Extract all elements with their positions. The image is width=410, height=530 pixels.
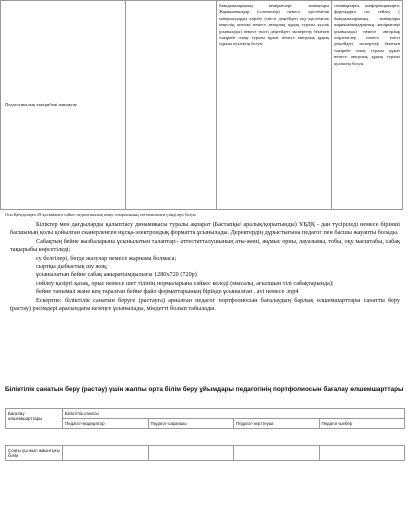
cell-text: семинарларға, конференцияларға, форумдарға сөз сөйлеу ( баяндамаларының, жинақтары жарияланымдарының кешірмелері ұсынылады) немесе авторлық әзірлемелер немесе тиісті деңгейдегі эксперттер бекіткен тәжірибе сипау туралы құжат немесе авторлық құқық туралы куәліктің болуы — [334, 3, 400, 66]
header-corner-cell — [6, 409, 63, 429]
note-paragraph: Ескертпе: біліктілік санатын беруге (растауға) арналған педагог портфолиосын бағалаудың барлық өлшемшарттары санатты беру (растау) рәсімдері арасындағы кезеңге ұсынылады, міндетті болып табылады. — [10, 296, 400, 313]
row-label-cell — [6, 446, 63, 461]
section-heading: Біліктілік санатын беру (растау) үшін жалпы орта білім беру ұйымдары педагогінің портфолиосын бағалау өлшемшарттары — [5, 386, 404, 393]
paragraph: су белгілері, бөгде жазулар немесе жарнама болмаса; — [36, 254, 177, 262]
group-header: Біліктілік санаты — [65, 411, 99, 416]
column-header: Педагог-шебер — [319, 419, 405, 429]
paragraph: сыртқы дыбыстық шу жоқ; — [36, 263, 108, 271]
table-cell — [63, 446, 149, 461]
criteria-table-top — [0, 0, 403, 210]
row-label-cell — [1, 1, 126, 210]
paragraph: сөйлеу қазіргі қазақ, орыс немесе шет тілінің нормаларына сәйкес келеді (мысалы, ағылшын тілі сабақтарында); — [36, 279, 334, 287]
paragraph: ұсынылатын бейне сабақ ажыратымдылығы 1280x720 (720p) — [36, 271, 197, 279]
table-cell — [234, 446, 320, 461]
header-corner: Бағалау өлшемшарттары — [8, 411, 43, 421]
table-cell — [148, 446, 234, 461]
expert-cell — [332, 1, 403, 210]
spacer-row — [6, 429, 405, 446]
column-header: Педагог-модератор — [63, 419, 149, 429]
row-label: Соңғы үш жыл жиынтығы білім — [8, 448, 60, 458]
paragraph: Біліктер мен дағдыларды қалыптасу динамикасы туралы ақпарат (Бастапқы/ аралық/қорытынды) ҰБДҚ - дан түсіріледі немесе бірінші басшының қолы қойылған сканерленген нұсқа-электрондық форматта ұсынылады. Деректердің дұрыстығына педагог пен басшы жауапты болады. — [10, 221, 400, 237]
cell-text: баяндамаларының кешірмелері, жинақтары Жарияланымдар (сілтемелер) немесе әдістемелік материалдарды әзірлеу (тиісті деңгейдегі оқу-әдістемелік кеңестің шешімі немесе авторлық құқық туралы куәлік ұсынылады) немесе тиісті деңгейдегі эксперттер бекіткен тәжірибе сипау туралы құжат немесе авторлық құқық туралы куәліктің болуы — [219, 3, 329, 47]
table-footnote: Осы Қағидаларға 29-қосымшаға сәйкес педагогикалық кеңес отырысының хаттамасымен үзінділері болуы — [5, 212, 196, 217]
column-header: Педагог-сарапшы — [148, 419, 234, 429]
body-text — [10, 221, 400, 313]
column-header: Педагог-зерттеуші — [234, 419, 320, 429]
criteria-table-bottom — [5, 408, 405, 461]
empty-cell — [126, 1, 217, 210]
paragraph: Сабақтың бейне жазбаларына ұсынылатын талаптар:- аттестатталушының аты-жөні, жұмыс орны, лауазымы, тобы, оқу масштабы, сабақ тақырыбы көрсетіледі; — [10, 237, 400, 254]
moderator-cell — [217, 1, 332, 210]
group-header-cell — [63, 409, 405, 419]
table-cell — [319, 446, 405, 461]
paragraph: бейне танымал және кең таралған бейне файл форматтарының бірінде ұсынылған . avi немесе .mp4 — [36, 288, 299, 296]
row-label: Педагогикалық тәжірибені жинақтау — [5, 101, 78, 107]
